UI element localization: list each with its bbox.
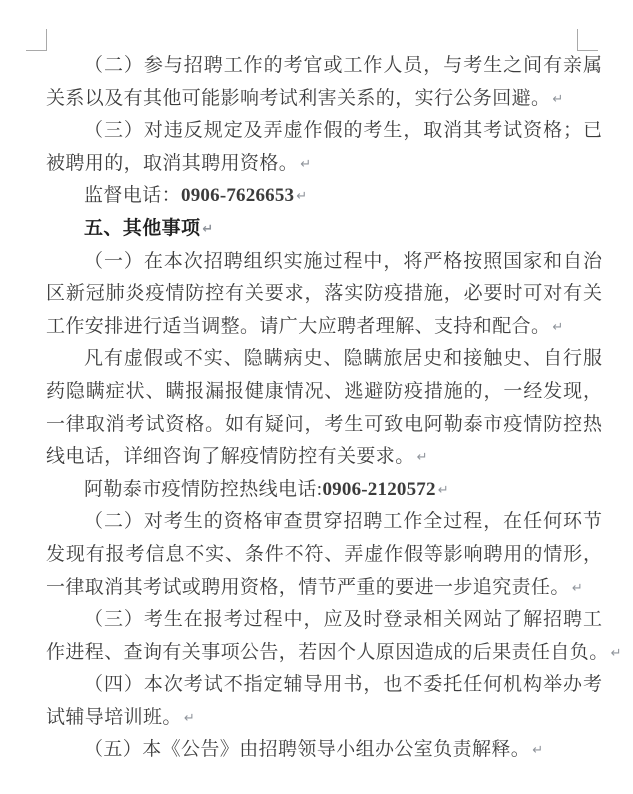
para-epidemic-hotline-phone-line-1 [46, 474, 602, 507]
paragraph-text-run: 一律取消考试资格。如有疑问，考生可致电阿勒泰市疫情防控热 [46, 413, 602, 435]
paragraph-mark-icon: ↵ [532, 743, 544, 759]
para-5-1-concealment-warning-line-2 [46, 376, 602, 409]
margin-crop-mark-top-right [577, 29, 598, 51]
para-5-1-concealment-warning-line-3 [46, 409, 602, 442]
heading-section-5-other-matters-line-1 [46, 213, 602, 246]
paragraph-text-run: （五）本《公告》由招聘领导小组办公室负责解释。 [84, 739, 531, 761]
para-5-1-epidemic-control-line-3 [46, 311, 602, 344]
paragraph-text-run: 凡有虚假或不实、隐瞒病史、隐瞒旅居史和接触史、自行服 [84, 348, 602, 370]
paragraph-mark-icon: ↵ [300, 156, 312, 172]
paragraph-mark-icon: ↵ [437, 482, 450, 498]
para-5-3-website-responsibility-line-1 [46, 604, 602, 637]
paragraph-mark-icon: ↵ [552, 91, 564, 107]
para-5-2-qualification-review-line-3 [46, 572, 602, 605]
paragraph-mark-icon: ↵ [552, 319, 564, 335]
paragraph-text-run: （一）在本次招聘组织实施过程中，将严格按照国家和自治 [84, 250, 602, 272]
paragraph-text-run: 被聘用的，取消其聘用资格。 [46, 152, 299, 174]
document-content [46, 50, 622, 767]
paragraph-mark-icon: ↵ [183, 710, 196, 726]
paragraph-text-run: 药隐瞒症状、瞒报漏报健康情况、逃避防疫措施的，一经发现， [46, 380, 602, 402]
paragraph-text-run: 监督电话： [84, 185, 182, 207]
para-supervision-phone-line-1 [46, 180, 602, 213]
para-5-3-website-responsibility-line-2 [46, 637, 622, 670]
para-5-4-no-tutoring-books-line-2 [46, 702, 602, 735]
paragraph-text-run: 工作安排进行适当调整。请广大应聘者理解、支持和配合。 [46, 315, 551, 337]
paragraph-text-run: （三）考生在报考过程中，应及时登录相关网站了解招聘工 [84, 609, 602, 631]
phone-number-text: 0906-2120572 [322, 478, 436, 500]
paragraph-text-run: （三）对违反规定及弄虚作假的考生，取消其考试资格；已 [84, 120, 602, 142]
paragraph-text-run: 阿勒泰市疫情防控热线电话: [84, 478, 323, 500]
para-5-4-no-tutoring-books-line-1 [46, 669, 602, 702]
para-5-2-qualification-review-line-2 [46, 539, 602, 572]
paragraph-text-run: （四）本次考试不指定辅导用书，也不委托任何机构举办考 [84, 674, 602, 696]
para-5-1-concealment-warning-line-1 [46, 343, 602, 376]
phone-number-text: 0906-7626653 [181, 185, 295, 207]
paragraph-text-run: （二）对考生的资格审查贯穿招聘工作全过程，在任何环节 [84, 511, 602, 533]
para-5-1-epidemic-control-line-2 [46, 278, 602, 311]
paragraph-mark-icon: ↵ [416, 450, 428, 466]
para-2-conflict-avoidance-line-1 [46, 50, 602, 83]
paragraph-mark-icon: ↵ [571, 580, 584, 596]
paragraph-text-run: 一律取消其考试或聘用资格，情节严重的要进一步追究责任。 [46, 576, 570, 598]
paragraph-text-run: 发现有报考信息不实、条件不符、弄虚作假等影响聘用的情形， [46, 543, 602, 565]
paragraph-text-run: 试辅导培训班。 [46, 706, 182, 728]
para-3-fraud-disqualification-line-2 [46, 148, 602, 181]
paragraph-mark-icon: ↵ [296, 189, 308, 205]
paragraph-mark-icon: ↵ [610, 645, 622, 661]
paragraph-mark-icon: ↵ [202, 221, 214, 237]
paragraph-text-run: 区新冠肺炎疫情防控有关要求，落实防疫措施，必要时可对有关 [46, 283, 602, 305]
paragraph-text-run: 作进程、查询有关事项公告，若因个人原因造成的后果责任自负。 [46, 641, 609, 663]
para-5-1-epidemic-control-line-1 [46, 246, 602, 279]
margin-crop-mark-top-left [26, 29, 47, 51]
para-5-1-concealment-warning-line-4 [46, 441, 602, 474]
paragraph-text-run: （二）参与招聘工作的考官或工作人员，与考生之间有亲属 [84, 55, 602, 76]
paragraph-text-run: 五、其他事项 [84, 217, 201, 239]
para-3-fraud-disqualification-line-1 [46, 115, 602, 148]
paragraph-text-run: 关系以及有其他可能影响考试利害关系的，实行公务回避。 [46, 87, 551, 109]
para-5-2-qualification-review-line-1 [46, 506, 602, 539]
paragraph-text-run: 线电话，详细咨询了解疫情防控有关要求。 [46, 446, 415, 468]
para-5-5-interpretation-line-1 [46, 734, 602, 767]
para-2-conflict-avoidance-line-2 [46, 83, 602, 116]
